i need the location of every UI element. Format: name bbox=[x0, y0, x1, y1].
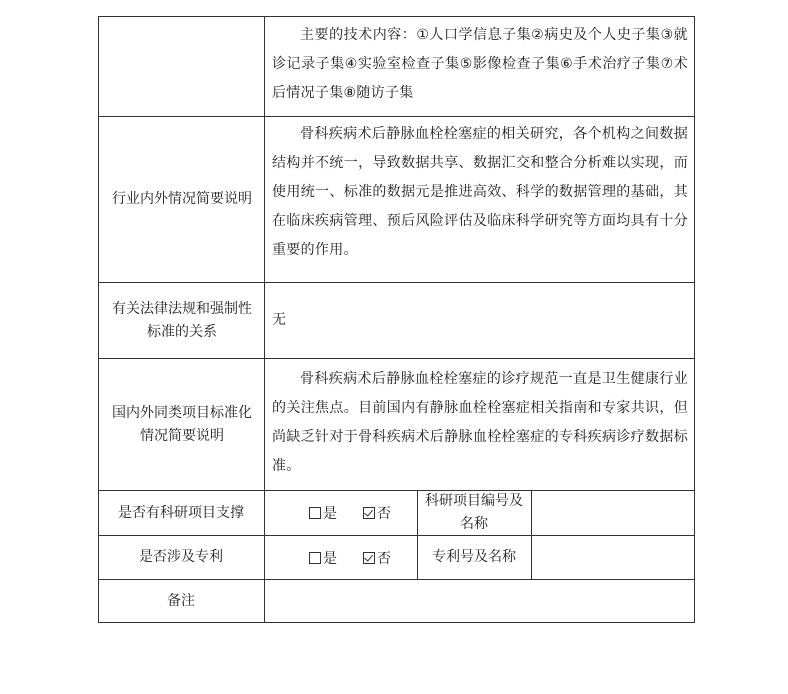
patent-yes-label: 是 bbox=[323, 550, 337, 567]
checkbox-icon[interactable] bbox=[309, 552, 321, 564]
research-yes-label: 是 bbox=[323, 506, 337, 522]
form-table bbox=[98, 16, 695, 623]
research-no-option[interactable] bbox=[363, 503, 391, 523]
table-border-top bbox=[98, 16, 695, 17]
patent-yes-option[interactable] bbox=[309, 548, 337, 568]
checkbox-checked-icon[interactable] bbox=[363, 507, 375, 519]
research-yes-option[interactable] bbox=[309, 503, 337, 523]
research-detail-value[interactable] bbox=[538, 491, 688, 535]
patent-no-label: 否 bbox=[377, 550, 391, 567]
research-no-label: 否 bbox=[377, 506, 391, 522]
patent-detail-label: 专利号及名称 bbox=[432, 549, 516, 565]
patent-label: 是否涉及专利 bbox=[139, 549, 223, 565]
law-label: 有关法律法规和强制性标准的关系 bbox=[112, 300, 252, 340]
research-label: 是否有科研项目支撑 bbox=[118, 504, 244, 521]
checkbox-checked-icon[interactable] bbox=[363, 552, 375, 564]
patent-no-option[interactable] bbox=[363, 548, 391, 568]
column-divider bbox=[531, 490, 532, 579]
remarks-value[interactable] bbox=[272, 580, 688, 622]
column-divider bbox=[417, 490, 418, 579]
table-border-right bbox=[694, 16, 695, 623]
standards-label: 国内外同类项目标准化情况简要说明 bbox=[112, 404, 252, 444]
column-divider bbox=[264, 16, 265, 623]
tech-content-text: 主要的技术内容：①人口学信息子集②病史及个人史子集③就诊记录子集④实验室检查子集⑤影像检查子集⑥手术治疗子集⑦术后情况子集⑧随访子集 bbox=[272, 27, 688, 101]
patent-detail-value[interactable] bbox=[538, 536, 688, 579]
table-border-bottom bbox=[98, 622, 695, 623]
standards-text: 骨科疾病术后静脉血栓栓塞症的诊疗规范一直是卫生健康行业的关注焦点。目前国内有静脉血栓栓塞症相关指南和专家共识，但尚缺乏针对于骨科疾病术后静脉血栓栓塞症的专科疾病诊疗数据标准。 bbox=[272, 371, 688, 474]
patent-options bbox=[309, 536, 391, 579]
research-options bbox=[309, 491, 391, 535]
industry-text: 骨科疾病术后静脉血栓栓塞症的相关研究，各个机构之间数据结构并不统一，导致数据共享、数据汇交和整合分析难以实现，而使用统一、标准的数据元是推进高效、科学的数据管理的基础，其在临床疾病管理、预后风险评估及临床科学研究等方面均具有十分重要的作用。 bbox=[272, 126, 688, 258]
law-text: 无 bbox=[272, 312, 286, 328]
remarks-label: 备注 bbox=[167, 592, 195, 609]
industry-label: 行业内外情况简要说明 bbox=[112, 191, 252, 207]
research-detail-label: 科研项目编号及名称 bbox=[425, 493, 523, 532]
checkbox-icon[interactable] bbox=[309, 507, 321, 519]
